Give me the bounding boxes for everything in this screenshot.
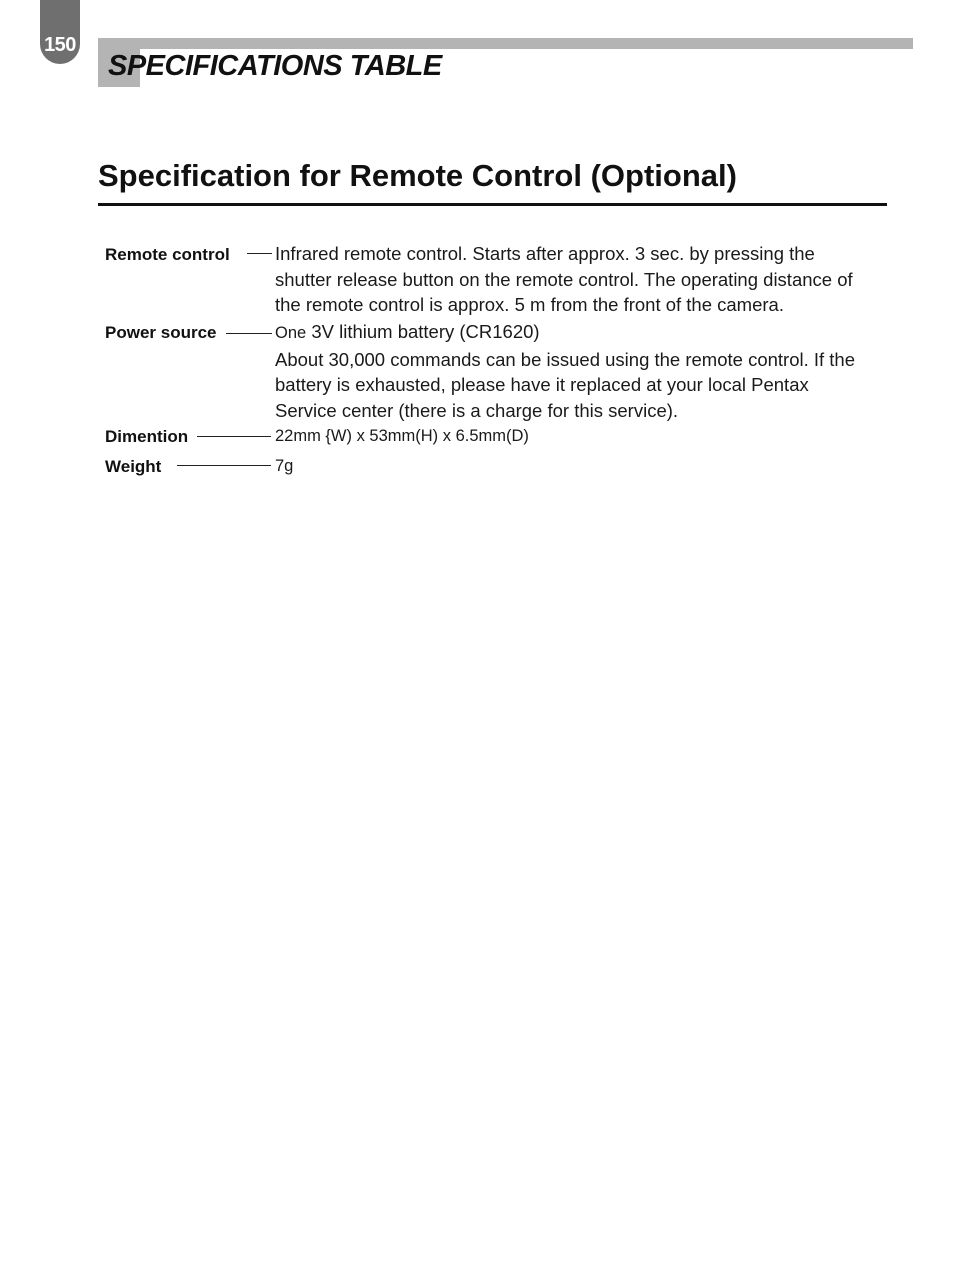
spec-value-word: One bbox=[275, 324, 307, 342]
spec-value-text: 3V lithium battery (CR1620) bbox=[306, 321, 540, 342]
leader-line bbox=[247, 253, 272, 254]
heading-rule bbox=[98, 203, 887, 206]
spec-value-line: About 30,000 commands can be issued using the remote control. If the bbox=[275, 348, 856, 370]
section-title: SPECIFICATIONS TABLE bbox=[108, 50, 442, 82]
spec-value-line: Service center (there is a charge for this service). bbox=[275, 399, 679, 421]
leader-line bbox=[197, 436, 271, 437]
spec-label: Weight bbox=[105, 457, 162, 476]
spec-label: Dimention bbox=[105, 427, 189, 446]
spec-value-line: battery is exhausted, please have it replaced at your local Pentax bbox=[275, 374, 809, 395]
spec-value-line bbox=[275, 319, 895, 347]
spec-value-line: 22mm {W) x 53mm(H) x 6.5mm(D) bbox=[275, 427, 529, 445]
spec-label: Power source bbox=[105, 323, 217, 342]
spec-value-line: 7g bbox=[275, 457, 294, 475]
spec-value-line: Infrared remote control. Starts after approx. 3 sec. by pressing the bbox=[275, 243, 815, 264]
spec-value bbox=[275, 241, 895, 318]
page-heading: Specification for Remote Control (Optional) bbox=[98, 158, 737, 193]
spec-value-line: shutter release button on the remote control. The operating distance of bbox=[275, 268, 853, 290]
spec-value-line: the remote control is approx. 5 m from the front of the camera. bbox=[275, 294, 784, 315]
page-number: 150 bbox=[44, 34, 76, 56]
spec-label: Remote control bbox=[105, 245, 230, 264]
leader-line bbox=[177, 465, 271, 466]
header-bar bbox=[98, 38, 913, 49]
spec-value bbox=[275, 319, 895, 423]
leader-line bbox=[226, 333, 272, 334]
spec-value bbox=[275, 424, 895, 450]
spec-value bbox=[275, 454, 895, 480]
